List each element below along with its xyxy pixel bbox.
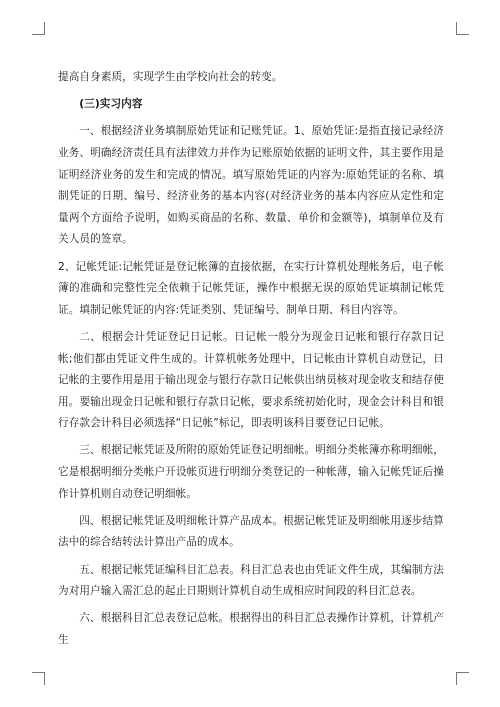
paragraph-item-5: 五、根据记帐凭证编科目汇总表。科目汇总表也由凭证文件生成，其编制方法为对用户输入需汇总的起止日期则计算机自动生成相应时间段的科目汇总表。 xyxy=(58,563,444,598)
crop-mark-top-left xyxy=(32,22,45,35)
section-heading: (三)实习内容 xyxy=(79,98,143,111)
paragraph-item-2: 二、根据会计凭证登记日记帐。日记帐一般分为现金日记帐和银行存款日记帐;他们都由凭证文件生成的。计算机帐务处理中，日记帐由计算机自动登记，日记帐的主要作用是用于输出现金与银行存款日记帐供出纳员核对现金收支和结存使用。要输出现金日记帐和银行存款日记帐，要求系统初始化时，现金会计科目和银行存款会计科目必须选择“日记帐”标记，即表明该科目要登记日记帐。 xyxy=(58,330,444,430)
crop-mark-top-right xyxy=(456,22,469,35)
paragraph-item-6: 六、根据科目汇总表登记总帐。根据得出的科目汇总表操作计算机，计算机产生 xyxy=(58,612,444,646)
paragraph-continuation: 提高自身素质，实现学生由学校向社会的转变。 xyxy=(58,71,283,83)
crop-mark-bottom-left xyxy=(32,672,45,685)
paragraph-item-3: 三、根据记帐凭证及所附的原始凭证登记明细帐。明细分类帐簿亦称明细帐，它是根据明细分类帐户开设帐页进行明细分类登记的一种帐薄，输入记帐凭证后操作计算机则自动登记明细帐。 xyxy=(58,444,444,500)
paragraph-item-1: 一、根据经济业务填制原始凭证和记账凭证。1、原始凭证:是指直接记录经济业务、明确经济责任具有法律效力并作为记账原始依据的证明文件，其主要作用是证明经济业务的发生和完成的情况。填写原始凭证的内容为:原始凭证的名称、填制凭证的日期、编号、经济业务的基本内容(对经济业务的基本内容应从定性和定量两个方面给予说明，如购买商品的名称、数量、单价和金额等)，填制单位及有关人员的签章。 xyxy=(58,125,444,246)
document-body xyxy=(58,67,444,657)
paragraph-item-4: 四、根据记帐凭证及明细帐计算产品成本。根据记帐凭证及明细帐用逐步结算法中的综合结转法计算出产品的成本。 xyxy=(58,514,444,549)
paragraph-item-1-2: 2、记帐凭证:记帐凭证是登记帐簿的直接依据，在实行计算机处理帐务后，电子帐簿的准确和完整性完全依赖于记帐凭证，操作中根据无误的原始凭证填制记帐凭证。填制记帐凭证的内容:凭证类别、凭证编号、制单日期、科目内容等。 xyxy=(58,260,444,316)
crop-mark-bottom-right xyxy=(456,672,469,685)
